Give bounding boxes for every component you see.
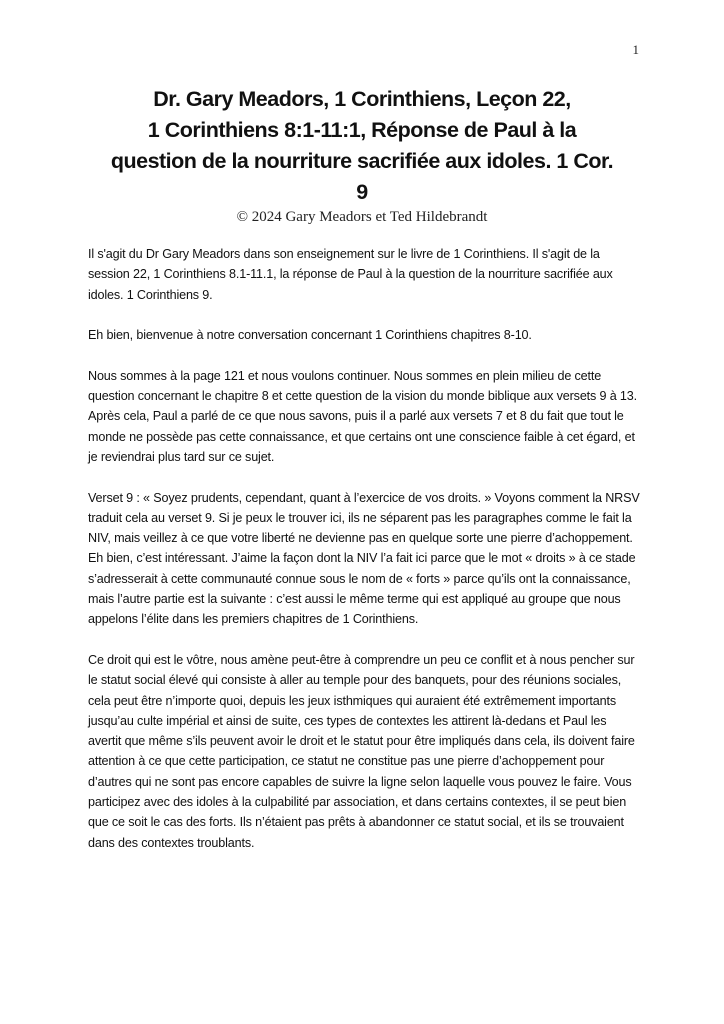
paragraph: Ce droit qui est le vôtre, nous amène peut-être à comprendre un peu ce conflit et à nous pencher sur le statut social élevé qui consiste à aller au temple pour des banquets, pour des réunions sociales, cela peut être n’importe quoi, depuis les jeux isthmiques qui auraient été extrêmement importants jusqu’au culte impérial et ainsi de suite, ces types de contextes les attirent là-dedans et Paul les avertit que même s’ils peuvent avoir le droit et le statut pour être impliqués dans cela, ils doivent faire attention à ce que cette participation, ce statut ne constitue pas une pierre d’achoppement pour d’autres qui ne sont pas encore capables de suivre la ligne selon laquelle vous pouvez le faire. Vous participez avec des idoles à la culpabilité par association, et dans certains contextes, il se peut bien que ce soit le cas des forts. Ils n’étaient pas prêts à abandonner ce statut social, et ils se trouvaient dans des contextes troublants. (88, 652, 635, 850)
paragraph: Eh bien, bienvenue à notre conversation concernant 1 Corinthiens chapitres 8-10. (88, 328, 532, 343)
copyright-notice: © 2024 Gary Meadors et Ted Hildebrandt (236, 209, 488, 225)
document-body (88, 244, 640, 873)
paragraph: Il s'agit du Dr Gary Meadors dans son enseignement sur le livre de 1 Corinthiens. Il s'agit de la session 22, 1 Corinthiens 8.1-11.1, la réponse de Paul à la question de la nourriture sacrifiée aux idoles. 1 Corinthiens 9. (88, 247, 613, 302)
title-line: question de la nourriture sacrifiée aux idoles. 1 Cor. (110, 149, 614, 173)
title-block (70, 84, 654, 226)
paragraph: Verset 9 : « Soyez prudents, cependant, quant à l’exercice de vos droits. » Voyons comment la NRSV traduit cela au verset 9. Si je peux le trouver ici, ils ne séparent pas les paragraphes comme le fait la NIV, mais veillez à ce que votre liberté ne devienne pas en quelque sorte une pierre d’achoppement. Eh bien, c’est intéressant. J’aime la façon dont la NIV l’a fait ici parce que le mot « droits » à ce stade s’adresserait à cette communauté connue sous le nom de « forts » parce qu’ils ont la connaissance, mais l’autre partie est la suivante : c’est aussi le même terme qui est appliqué au groupe que nous appelons l’élite dans les premiers chapitres de 1 Corinthiens. (88, 490, 640, 627)
document-title (70, 84, 654, 208)
paragraph: Nous sommes à la page 121 et nous voulons continuer. Nous sommes en plein milieu de cette question concernant le chapitre 8 et cette question de la vision du monde biblique aux versets 9 à 13. Après cela, Paul a parlé de ce que nous savons, puis il a parlé aux versets 7 et 8 du fait que tout le monde ne possède pas cette connaissance, et que certains ont une conscience faible à cet égard, et je reviendrai plus tard sur ce sujet. (88, 368, 637, 464)
title-line: 9 (356, 180, 368, 204)
page-number: 1 (632, 42, 639, 57)
title-line: Dr. Gary Meadors, 1 Corinthiens, Leçon 22, (153, 87, 571, 111)
title-line: 1 Corinthiens 8:1-11:1, Réponse de Paul à la (147, 118, 577, 142)
